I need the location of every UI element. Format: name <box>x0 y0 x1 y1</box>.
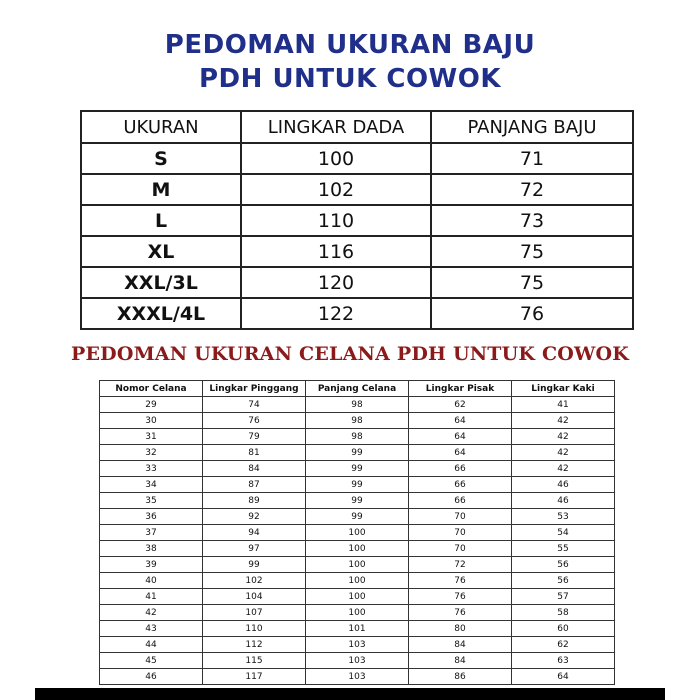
pants-crotch-cell: 66 <box>409 477 512 493</box>
pants-crotch-cell: 70 <box>409 541 512 557</box>
pants-number-cell: 45 <box>100 653 203 669</box>
shirt-header-lingkar-dada: LINGKAR DADA <box>241 111 431 143</box>
shirt-size-cell: S <box>81 143 241 174</box>
pants-length-cell: 100 <box>306 589 409 605</box>
pants-length-cell: 103 <box>306 637 409 653</box>
pants-length-cell: 98 <box>306 429 409 445</box>
pants-leg-cell: 55 <box>512 541 615 557</box>
pants-crotch-cell: 66 <box>409 493 512 509</box>
table-row <box>100 509 615 525</box>
pants-number-cell: 32 <box>100 445 203 461</box>
table-row <box>100 637 615 653</box>
pants-size-table <box>99 380 615 685</box>
pants-number-cell: 34 <box>100 477 203 493</box>
shirt-length-cell: 75 <box>431 267 633 298</box>
pants-waist-cell: 89 <box>203 493 306 509</box>
pants-header-nomor-celana: Nomor Celana <box>100 381 203 397</box>
pants-crotch-cell: 76 <box>409 589 512 605</box>
pants-waist-cell: 112 <box>203 637 306 653</box>
table-row <box>100 589 615 605</box>
shirt-title-line2: PDH UNTUK COWOK <box>199 64 501 94</box>
pants-length-cell: 99 <box>306 477 409 493</box>
pants-waist-cell: 87 <box>203 477 306 493</box>
pants-waist-cell: 74 <box>203 397 306 413</box>
pants-leg-cell: 46 <box>512 493 615 509</box>
shirt-chest-cell: 102 <box>241 174 431 205</box>
shirt-size-table <box>80 110 634 330</box>
pants-header-lingkar-pinggang: Lingkar Pinggang <box>203 381 306 397</box>
pants-waist-cell: 84 <box>203 461 306 477</box>
pants-length-cell: 101 <box>306 621 409 637</box>
pants-number-cell: 29 <box>100 397 203 413</box>
table-row <box>81 205 633 236</box>
pants-number-cell: 33 <box>100 461 203 477</box>
pants-leg-cell: 42 <box>512 461 615 477</box>
pants-length-cell: 103 <box>306 669 409 685</box>
pants-leg-cell: 63 <box>512 653 615 669</box>
pants-waist-cell: 92 <box>203 509 306 525</box>
shirt-length-cell: 75 <box>431 236 633 267</box>
pants-number-cell: 35 <box>100 493 203 509</box>
pants-number-cell: 38 <box>100 541 203 557</box>
shirt-length-cell: 76 <box>431 298 633 329</box>
pants-length-cell: 100 <box>306 605 409 621</box>
pants-crotch-cell: 62 <box>409 397 512 413</box>
pants-leg-cell: 57 <box>512 589 615 605</box>
shirt-chest-cell: 122 <box>241 298 431 329</box>
shirt-length-cell: 71 <box>431 143 633 174</box>
bottom-divider-bar <box>35 688 665 700</box>
shirt-chest-cell: 120 <box>241 267 431 298</box>
table-row <box>100 653 615 669</box>
pants-length-cell: 99 <box>306 445 409 461</box>
pants-length-cell: 100 <box>306 525 409 541</box>
pants-crotch-cell: 70 <box>409 525 512 541</box>
pants-crotch-cell: 76 <box>409 573 512 589</box>
table-row <box>100 429 615 445</box>
table-row <box>100 525 615 541</box>
pants-waist-cell: 81 <box>203 445 306 461</box>
pants-waist-cell: 117 <box>203 669 306 685</box>
pants-number-cell: 43 <box>100 621 203 637</box>
shirt-header-row <box>81 111 633 143</box>
pants-crotch-cell: 80 <box>409 621 512 637</box>
pants-number-cell: 39 <box>100 557 203 573</box>
shirt-header-panjang-baju: PANJANG BAJU <box>431 111 633 143</box>
pants-leg-cell: 42 <box>512 413 615 429</box>
pants-leg-cell: 53 <box>512 509 615 525</box>
pants-number-cell: 46 <box>100 669 203 685</box>
pants-length-cell: 99 <box>306 493 409 509</box>
table-row <box>100 573 615 589</box>
pants-title: PEDOMAN UKURAN CELANA PDH UNTUK COWOK <box>70 343 630 365</box>
pants-leg-cell: 46 <box>512 477 615 493</box>
table-row <box>100 413 615 429</box>
pants-length-cell: 100 <box>306 557 409 573</box>
pants-crotch-cell: 70 <box>409 509 512 525</box>
pants-crotch-cell: 66 <box>409 461 512 477</box>
pants-number-cell: 41 <box>100 589 203 605</box>
pants-length-cell: 100 <box>306 541 409 557</box>
pants-leg-cell: 42 <box>512 429 615 445</box>
pants-waist-cell: 107 <box>203 605 306 621</box>
shirt-chest-cell: 116 <box>241 236 431 267</box>
pants-header-lingkar-kaki: Lingkar Kaki <box>512 381 615 397</box>
pants-crotch-cell: 64 <box>409 445 512 461</box>
pants-header-lingkar-pisak: Lingkar Pisak <box>409 381 512 397</box>
shirt-size-cell: L <box>81 205 241 236</box>
shirt-length-cell: 73 <box>431 205 633 236</box>
table-row <box>81 174 633 205</box>
pants-length-cell: 100 <box>306 573 409 589</box>
pants-length-cell: 99 <box>306 461 409 477</box>
pants-crotch-cell: 86 <box>409 669 512 685</box>
table-row <box>100 541 615 557</box>
pants-crotch-cell: 76 <box>409 605 512 621</box>
pants-number-cell: 31 <box>100 429 203 445</box>
pants-waist-cell: 104 <box>203 589 306 605</box>
shirt-header-ukuran: UKURAN <box>81 111 241 143</box>
shirt-chest-cell: 110 <box>241 205 431 236</box>
table-row <box>100 605 615 621</box>
pants-leg-cell: 60 <box>512 621 615 637</box>
shirt-title-line1: PEDOMAN UKURAN BAJU <box>164 30 536 60</box>
table-row <box>100 445 615 461</box>
pants-crotch-cell: 84 <box>409 653 512 669</box>
pants-waist-cell: 94 <box>203 525 306 541</box>
pants-number-cell: 36 <box>100 509 203 525</box>
pants-waist-cell: 76 <box>203 413 306 429</box>
pants-waist-cell: 102 <box>203 573 306 589</box>
shirt-chest-cell: 100 <box>241 143 431 174</box>
shirt-size-cell: M <box>81 174 241 205</box>
pants-number-cell: 37 <box>100 525 203 541</box>
pants-leg-cell: 54 <box>512 525 615 541</box>
pants-leg-cell: 56 <box>512 573 615 589</box>
shirt-length-cell: 72 <box>431 174 633 205</box>
pants-waist-cell: 79 <box>203 429 306 445</box>
pants-length-cell: 98 <box>306 397 409 413</box>
pants-leg-cell: 56 <box>512 557 615 573</box>
pants-length-cell: 99 <box>306 509 409 525</box>
pants-waist-cell: 110 <box>203 621 306 637</box>
pants-leg-cell: 42 <box>512 445 615 461</box>
pants-crotch-cell: 84 <box>409 637 512 653</box>
table-row <box>100 397 615 413</box>
table-row <box>100 461 615 477</box>
shirt-size-cell: XXL/3L <box>81 267 241 298</box>
table-row <box>81 236 633 267</box>
table-row <box>100 493 615 509</box>
pants-number-cell: 40 <box>100 573 203 589</box>
pants-length-cell: 103 <box>306 653 409 669</box>
table-row <box>81 267 633 298</box>
pants-number-cell: 42 <box>100 605 203 621</box>
pants-crotch-cell: 64 <box>409 429 512 445</box>
pants-header-row <box>100 381 615 397</box>
pants-number-cell: 30 <box>100 413 203 429</box>
pants-header-panjang-celana: Panjang Celana <box>306 381 409 397</box>
pants-waist-cell: 115 <box>203 653 306 669</box>
pants-waist-cell: 99 <box>203 557 306 573</box>
pants-crotch-cell: 64 <box>409 413 512 429</box>
table-row <box>100 669 615 685</box>
pants-number-cell: 44 <box>100 637 203 653</box>
pants-leg-cell: 62 <box>512 637 615 653</box>
table-row <box>100 557 615 573</box>
pants-leg-cell: 41 <box>512 397 615 413</box>
pants-leg-cell: 64 <box>512 669 615 685</box>
table-row <box>100 621 615 637</box>
shirt-size-cell: XXXL/4L <box>81 298 241 329</box>
pants-crotch-cell: 72 <box>409 557 512 573</box>
pants-leg-cell: 58 <box>512 605 615 621</box>
table-row <box>81 298 633 329</box>
table-row <box>81 143 633 174</box>
pants-length-cell: 98 <box>306 413 409 429</box>
pants-waist-cell: 97 <box>203 541 306 557</box>
shirt-size-cell: XL <box>81 236 241 267</box>
table-row <box>100 477 615 493</box>
